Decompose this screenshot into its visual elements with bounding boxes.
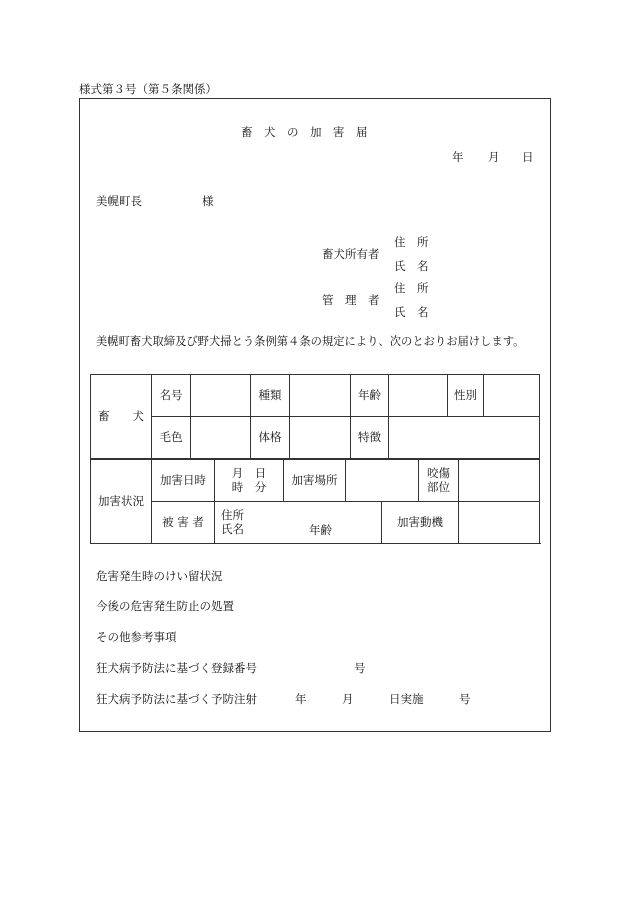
registration-suffix: 号	[354, 661, 366, 675]
vaccination-number: 号	[459, 692, 471, 706]
prevention-measures: 今後の危害発生防止の処置	[96, 599, 234, 613]
victim-cell[interactable]	[215, 502, 382, 544]
dog-breed-label: 種類	[251, 375, 290, 417]
dog-name-label: 名号	[152, 375, 191, 417]
dog-sex-label: 性別	[448, 375, 484, 417]
manager-name-label: 氏 名	[394, 305, 429, 319]
dog-age-label: 年齢	[351, 375, 389, 417]
dog-age-cell[interactable]	[389, 375, 448, 417]
damage-place-cell[interactable]	[346, 460, 419, 502]
damage-place-label: 加害場所	[284, 460, 346, 502]
vaccination-month: 月	[342, 692, 354, 706]
dog-breed-cell[interactable]	[290, 375, 351, 417]
dog-color-label: 毛色	[152, 417, 191, 459]
owner-label: 畜犬所有者	[322, 247, 380, 261]
wound-label	[419, 460, 459, 502]
owner-name-label: 氏 名	[394, 259, 429, 273]
owner-address-label: 住 所	[394, 235, 429, 249]
dog-build-label: 体格	[251, 417, 290, 459]
detention-status: 危害発生時のけい留状況	[96, 569, 223, 583]
other-notes: その他参考事項	[96, 630, 177, 644]
vaccination-label: 狂犬病予防法に基づく予防注射	[96, 692, 257, 706]
dog-name-cell[interactable]	[191, 375, 251, 417]
damage-section-label: 加害状況	[91, 460, 152, 544]
victim-label: 被 害 者	[152, 502, 215, 544]
month-day-label: 月 日	[231, 466, 267, 481]
dog-build-cell[interactable]	[290, 417, 351, 459]
manager-label: 管 理 者	[322, 293, 380, 307]
date-year: 年	[452, 150, 464, 164]
victim-name-label: 氏名	[221, 521, 244, 536]
dog-features-cell[interactable]	[389, 417, 540, 459]
wound-label-line1: 咬傷	[427, 466, 450, 481]
statement: 美幌町畜犬取締及び野犬掃とう条例第４条の規定により、次のとおりお届けします。	[96, 335, 525, 348]
victim-age-label: 年齢	[309, 523, 332, 537]
dog-features-label: 特徴	[351, 417, 389, 459]
form-title: 畜 犬 の 加 害 届	[241, 125, 368, 139]
wound-label-line2: 部位	[427, 479, 450, 494]
motive-cell[interactable]	[459, 502, 540, 544]
wound-cell[interactable]	[459, 460, 540, 502]
addressee-honorific: 様	[202, 194, 214, 208]
date-day: 日	[522, 150, 534, 164]
dog-color-cell[interactable]	[191, 417, 251, 459]
dog-section-label: 畜 犬	[91, 375, 152, 459]
damage-datetime-label: 加害日時	[152, 460, 215, 502]
motive-label: 加害動機	[382, 502, 459, 544]
damage-datetime-cell[interactable]	[215, 460, 284, 502]
vaccination-year: 年	[295, 692, 307, 706]
date-month: 月	[488, 150, 500, 164]
manager-address-label: 住 所	[394, 281, 429, 295]
vaccination-day: 日実施	[389, 692, 424, 706]
form-number: 様式第３号（第５条関係）	[79, 82, 217, 96]
registration-label: 狂犬病予防法に基づく登録番号	[96, 661, 257, 675]
hour-min-label: 時 分	[231, 479, 267, 494]
dog-sex-cell[interactable]	[484, 375, 540, 417]
damage-table	[90, 459, 540, 544]
dog-table	[90, 374, 540, 459]
addressee-name: 美幌町長	[96, 194, 142, 208]
victim-address-label: 住所	[221, 508, 244, 523]
